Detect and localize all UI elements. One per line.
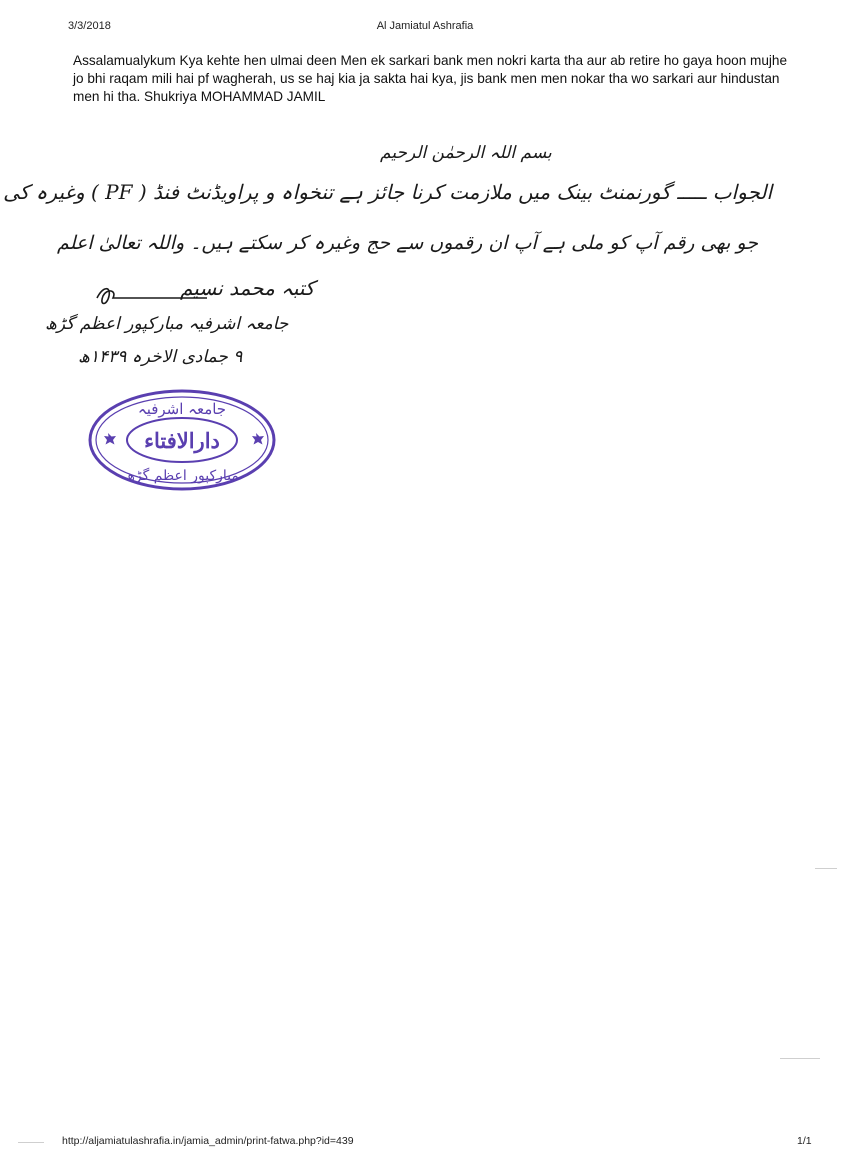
stamp-top-text: جامعہ اشرفیہ xyxy=(137,400,227,418)
question-text: Assalamualykum Kya kehte hen ulmai deen Men ek sarkari bank men nokri karta tha aur ab retire ho gaya hoon mujhe jo bhi raqam mili hai pf wagherah, us se haj kia ja sakta hai kya, jis bank men men nokar tha wo sarkari aur hindustan men hi tha. Shukriya MOHAMMAD JAMIL xyxy=(73,53,788,104)
source-url: http://aljamiatulashrafia.in/jamia_admin/print-fatwa.php?id=439 xyxy=(62,1135,354,1147)
answer-line-1: الجواب ـــــ گورنمنٹ بینک میں ملازمت کرنا جائز ہے تنخواہ و پراویڈنٹ فنڈ ( PF ) وغیرہ کی xyxy=(3,180,772,204)
hijri-date: ۹ جمادی الاخرہ ۱۴۳۹ھ xyxy=(78,347,243,367)
mufti-signature: کتبہ محمد نسیم xyxy=(180,276,315,300)
answer-line-2: جو بھی رقم آپ کو ملی ہے آپ ان رقموں سے حج وغیرہ کر سکتے ہیں۔ واللہ تعالیٰ اعلم xyxy=(57,232,758,254)
bismillah-text: بسم اللہ الرحمٰن الرحیم xyxy=(380,143,552,163)
stamp-center-text: دارالافتاء xyxy=(144,428,220,453)
scan-mark xyxy=(18,1142,44,1143)
darul-ifta-stamp xyxy=(86,388,278,492)
star-icon xyxy=(252,433,264,445)
scan-mark xyxy=(815,868,837,869)
print-date: 3/3/2018 xyxy=(68,20,111,32)
star-icon xyxy=(104,433,116,445)
scan-mark xyxy=(780,1058,820,1059)
stamp-bottom-text: مبارکپور اعظم گڑھ xyxy=(125,468,239,484)
institution-line: جامعہ اشرفیہ مبارکپور اعظم گڑھ xyxy=(45,314,289,334)
page-number: 1/1 xyxy=(797,1135,812,1147)
page-title: Al Jamiatul Ashrafia xyxy=(376,20,474,32)
